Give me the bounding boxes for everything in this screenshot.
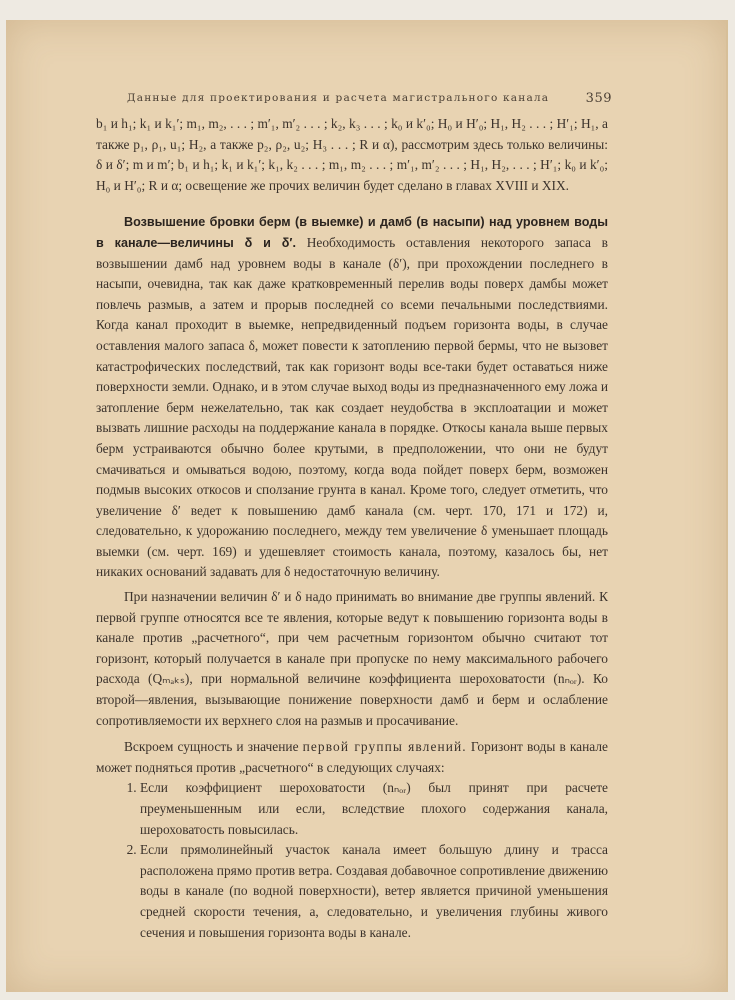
paragraph-three-spaced: первой группы явлений. — [302, 739, 467, 755]
section-paragraph — [96, 212, 608, 583]
section-text: Необходимость оставления некоторого запаса в возвышении дамб над уровнем воды в канале (δ′), при прохождении последнего в насыпи, очевидна, так как даже кратковременный перелив воды поверх дамбы может повлечь размыв, а затем и прорыв последней со всеми печальными последствиями. Когда канал проходит в выемке, непредвиденный подъем горизонта воды, в случае оставления малого запаса δ, может повести к затоплению первой бермы, что не вызовет катастрофических последствий, так как горизонт воды все-таки будет оставаться ниже поверхности земли. Однако, и в этом случае выход воды из предназначенного ему ложа и затопление берм нежелательно, так как создает неудобства в эксплоатации и может вызвать лишние расходы на поддержание канала в порядке. Откосы канала выше первых берм устраиваются обычно более крутыми, в предположении, что они не будут смачиваться и омываться водою, поэтому, когда вода пойдет поверх берм, возможен подмыв высоких откосов и сползание грунта в канал. Кроме того, следует отметить, что увеличение δ′ ведет к повышению дамб канала (см. черт. 170, 171 и 172) и, следовательно, к удорожанию последнего, между тем увеличение δ уменьшает площадь выемки (см. черт. 169) и удешевляет стоимость канала, поэтому, казалось бы, нет никаких оснований задавать для δ недостаточную величину. — [96, 234, 608, 580]
page-number: 359 — [585, 91, 612, 106]
intro-paragraph: b₁ и h₁; k₁ и k₁′; m₁, m₂, . . . ; m′₁, m′₂ . . . ; k₂, k₃ . . . ; k₀ и k′₀; H₀ и H′₀; H₁, H₂ . . . ; H′₁; H₁, а также p₁, ρ₁, u₁; H₂, а также p₂, ρ₂, u₂; H₃ . . . ; R и α), рассмотрим здесь только величины: δ и δ′; m и m′; b₁ и h₁; k₁ и k₁′; k₁, k₂ . . . ; m₁, m₂ . . . ; m′₁, m′₂ . . . ; H₁, H₂, . . . ; H′₁; k₀ и k′₀; H₀ и H′₀; R и α; освещение же прочих величин будет сделано в главах XVIII и XIX. — [96, 116, 608, 193]
cases-list — [96, 778, 608, 943]
list-item: 1. Если коэффициент шероховатости (nₙₒᵣ) был принят при расчете преуменьшенным или если, вследствие плохого содержания канала, шероховатость повысилась. — [140, 778, 608, 840]
paragraph-three — [96, 737, 608, 778]
paragraph-two: При назначении величин δ′ и δ надо принимать во внимание две группы явлений. К первой группе относятся все те явления, которые ведут к повышению горизонта воды в канале против „расчетного“, при чем расчетным горизонтом обычно считают тот горизонт, который получается в канале при пропуске по нему максимального рабочего расхода (Qₘₐₖₛ), при нормальной величине коэффициента шероховатости (nₙₒᵣ). Ко второй—явления, вызывающие понижение поверхности дамб и берм и ослабление сопротивляемости их верхнего слоя на размыв и просачивание. — [96, 589, 608, 728]
section-heading: Возвышение бровки берм (в выемке) и дамб (в насыпи) над уровнем воды в канале—величины δ и δ′. — [96, 215, 608, 250]
paragraph-three-lead: Вскроем сущность и значение — [124, 739, 299, 755]
running-header — [127, 92, 612, 110]
page-body — [96, 114, 608, 943]
list-item: 2. Если прямолинейный участок канала имеет большую длину и трасса расположена прямо против ветра. Создавая добавочное сопротивление движению воды в канале (по водной поверхности), ветер является причиной уменьшения средней скорости течения, а, следовательно, и увеличения глубины живого сечения и повышения горизонта воды в канале. — [140, 840, 608, 943]
paragraph-three-tail: Горизонт воды в канале может подняться против „расчетного“ в следующих случаях: — [96, 739, 608, 775]
header-title: Данные для проектирования и расчета магистрального канала — [127, 92, 550, 104]
